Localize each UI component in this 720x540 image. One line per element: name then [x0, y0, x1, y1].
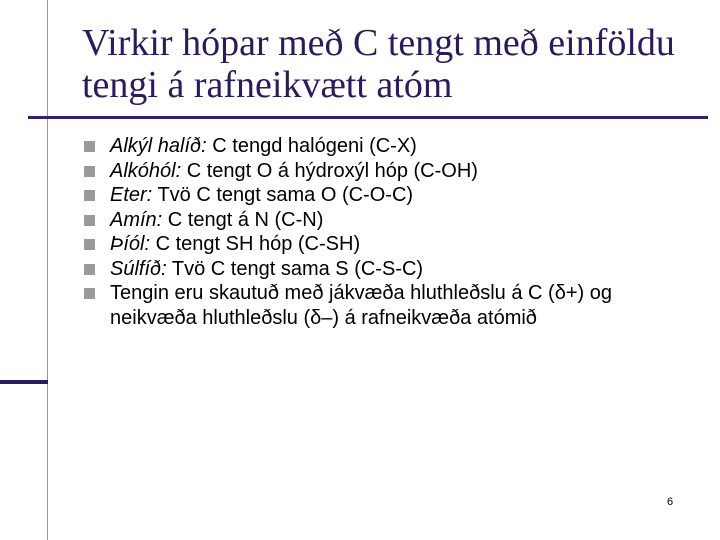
bullet-item-thiol: [84, 232, 704, 257]
bullet-list: [84, 134, 704, 330]
bullet-term: Súlfíð:: [110, 257, 167, 280]
bullet-term: Alkóhól:: [110, 159, 182, 182]
bullet-text: C tengt á N (C-N): [162, 208, 324, 231]
square-bullet-icon: [84, 166, 95, 177]
left-margin-panel: [0, 0, 48, 540]
bullet-item-sulfide: [84, 257, 704, 282]
bullet-item-alkyl-halide: [84, 134, 704, 159]
bullet-text: C tengt O á hýdroxýl hóp (C-OH): [181, 159, 478, 182]
bullet-text: Tvö C tengt sama S (C-S-C): [166, 257, 424, 280]
square-bullet-icon: [84, 190, 95, 201]
square-bullet-icon: [84, 215, 95, 226]
square-bullet-icon: [84, 239, 95, 250]
bullet-term: Amín:: [110, 208, 163, 231]
bullet-term: Alkýl halíð:: [110, 135, 207, 157]
title-underline: [28, 116, 708, 119]
bullet-text: C tengd halógeni (C-X): [206, 135, 417, 157]
bullet-item-amine: [84, 208, 704, 233]
bullet-item-alcohol: [84, 159, 704, 184]
bullet-term: Þíól:: [110, 233, 151, 255]
bullet-item-polarization: [84, 281, 704, 330]
bullet-text: C tengt SH hóp (C-SH): [150, 233, 361, 255]
bullet-text: Tengin eru skautuð með jákvæða hluthleðslu á C (δ+) og neikvæða hluthleðslu (δ–) á rafneikvæða atómið: [110, 282, 612, 329]
slide-title: Virkir hópar með C tengt með einföldu tengi á rafneikvætt atóm: [82, 22, 675, 106]
left-accent-bar: [0, 380, 48, 384]
square-bullet-icon: [84, 288, 95, 299]
bullet-text: Tvö C tengt sama O (C-O-C): [152, 184, 414, 206]
bullet-term: Eter:: [110, 184, 153, 206]
page-number: 6: [667, 496, 674, 508]
left-margin-divider: [47, 0, 48, 540]
square-bullet-icon: [84, 141, 95, 152]
bullet-item-ether: [84, 183, 704, 208]
square-bullet-icon: [84, 264, 95, 275]
